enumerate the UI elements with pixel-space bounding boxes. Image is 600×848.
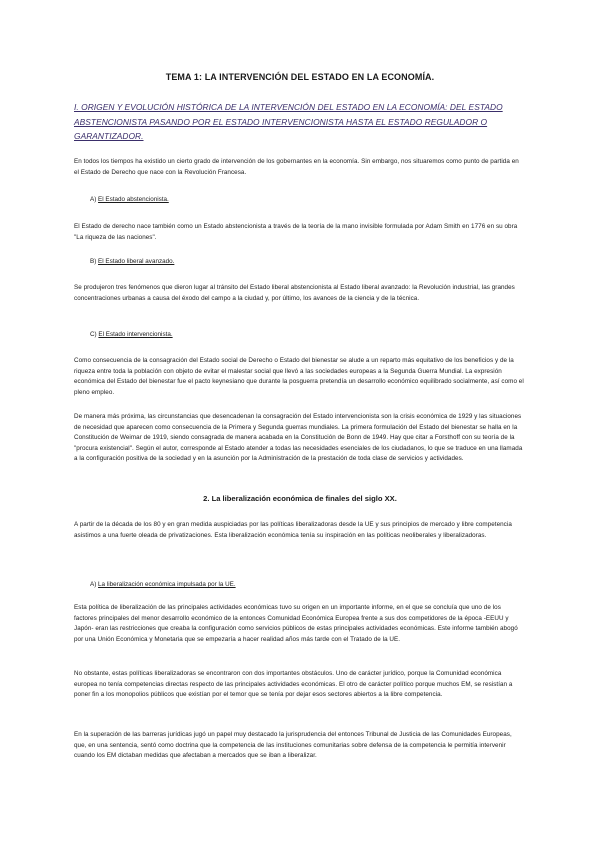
subheading-c-prefix: C)	[90, 331, 97, 338]
subheading-a-prefix: A)	[90, 196, 97, 203]
paragraph-section-2-a1: Esta política de liberalización de las principales actividades económicas tuvo su origen en un importante informe, en el que se concluía que uno de los factores principales del menor desarrollo económico de la entonces Comunidad Económica Europea frente a sus dos competidores de la época -EEUU y Japón- eran las restricciones que creaba la configuración como servicios públicos de estas principales actividades económicas. Este informe también abogó por una Unión Económica y Monetaria que se empezaría a hacer realidad años más tarde con el Tratado de la UE.	[74, 604, 518, 643]
subheading-c	[90, 330, 490, 340]
paragraph-a: El Estado de derecho nace también como un Estado abstencionista a través de la teoría de la mano invisible formulada por Adam Smith en 1776 en su obra "La riqueza de las naciones".	[74, 223, 518, 241]
section-1-heading: I. ORIGEN Y EVOLUCIÓN HISTÓRICA DE LA INTERVENCIÓN DEL ESTADO EN LA ECONOMÍA: DEL ESTADO ABSTENCIONISTA PASANDO POR EL ESTADO INTERVENCIONISTA HASTA EL ESTADO REGULADOR O GARANTIZADOR.	[74, 102, 503, 141]
subheading-c-label: El Estado intervencionista.	[98, 331, 173, 338]
paragraph-c2: De manera más próxima, las circunstancias que desencadenan la consagración del Estado intervencionista son la crisis económica de 1929 y las situaciones de necesidad que aparecen como consecuencia de la Primera y Segunda guerras mundiales. La primera formulación del Estado del bienestar se halla en la Constitución de Weimar de 1919, siendo consagrada de manera acabada en la Constitución de Bonn de 1949. Hay que citar a Forsthoff con su teoría de la "procura existencial". Según el autor, corresponde al Estado atender a todas las necesidades esenciales de los ciudadanos, lo que se traduce en una llamada a la configuración positiva de la sociedad y en la asunción por la Administración de la prestación de toda clase de servicios y actividades.	[74, 413, 523, 462]
paragraph-section-2-a3: En la superación de las barreras jurídicas jugó un papel muy destacado la jurisprudencia del entonces Tribunal de Justicia de las Comunidades Europeas, que, en una sentencia, sentó como doctrina que la competencia de las instituciones comunitarias sobre defensa de la competencia le permitía intervenir cuando los EM dictaban medidas que afectaban a mercados que se iban a liberalizar.	[74, 731, 512, 759]
subheading-b-prefix: B)	[90, 258, 97, 265]
document-title: TEMA 1: LA INTERVENCIÓN DEL ESTADO EN LA ECONOMÍA.	[165, 72, 435, 82]
subheading-a-label: El Estado abstencionista.	[98, 196, 169, 203]
subheading-a	[90, 195, 490, 205]
paragraph-b: Se produjeron tres fenómenos que dieron lugar al tránsito del Estado liberal abstencionista al Estado liberal avanzado: la Revolución industrial, las grandes concentraciones urbanas a causa del éxodo del campo a la ciudad y, por último, los avances de la ciencia y de la técnica.	[74, 284, 515, 302]
paragraph-c1: Como consecuencia de la consagración del Estado social de Derecho o Estado del bienestar se alude a un reparto más equitativo de los beneficios y de la riqueza entre toda la población con objeto de evitar el malestar social que llevó a las sociedades europeas a la Segunda Guerra Mundial. La expresión económica del Estado del bienestar fue el pacto keynesiano que durante la posguerra pretendía un desarrollo económico equilibrado socialmente, así como el pleno empleo.	[74, 357, 524, 396]
section-2-heading: 2. La liberalización económica de finales del siglo XX.	[203, 494, 397, 503]
subheading-b	[90, 257, 490, 267]
subheading-b-label: El Estado liberal avanzado.	[98, 258, 175, 265]
subheading-section-2-a-label: La liberalización económica impulsada por la UE.	[98, 581, 236, 588]
subheading-section-2-a	[90, 580, 490, 590]
paragraph-section-2-a2: No obstante, estas políticas liberalizadoras se encontraron con dos importantes obstáculos. Uno de carácter jurídico, porque la Comunidad económica europea no tenía competencias directas respecto de las principales actividades económicas. El otro de carácter político porque muchos EM, se resistían a poner fin a los monopolios públicos que existían por el temor que se tenía por dejar esos sectores abiertos a la libre competencia.	[74, 670, 513, 698]
paragraph-section-2: A partir de la década de los 80 y en gran medida auspiciadas por las políticas liberalizadoras desde la UE y sus principios de mercado y libre competencia asistimos a una fuerte oleada de privatizaciones. Esta liberalización económica tenía su inspiración en las políticas neoliberales y liberalizadoras.	[74, 521, 512, 539]
subheading-section-2-a-prefix: A)	[90, 581, 97, 588]
intro-paragraph: En todos los tiempos ha existido un cierto grado de intervención de los gobernantes en la economía. Sin embargo, nos situaremos como punto de partida en el Estado de Derecho que nace con la Revolución Francesa.	[74, 158, 519, 176]
